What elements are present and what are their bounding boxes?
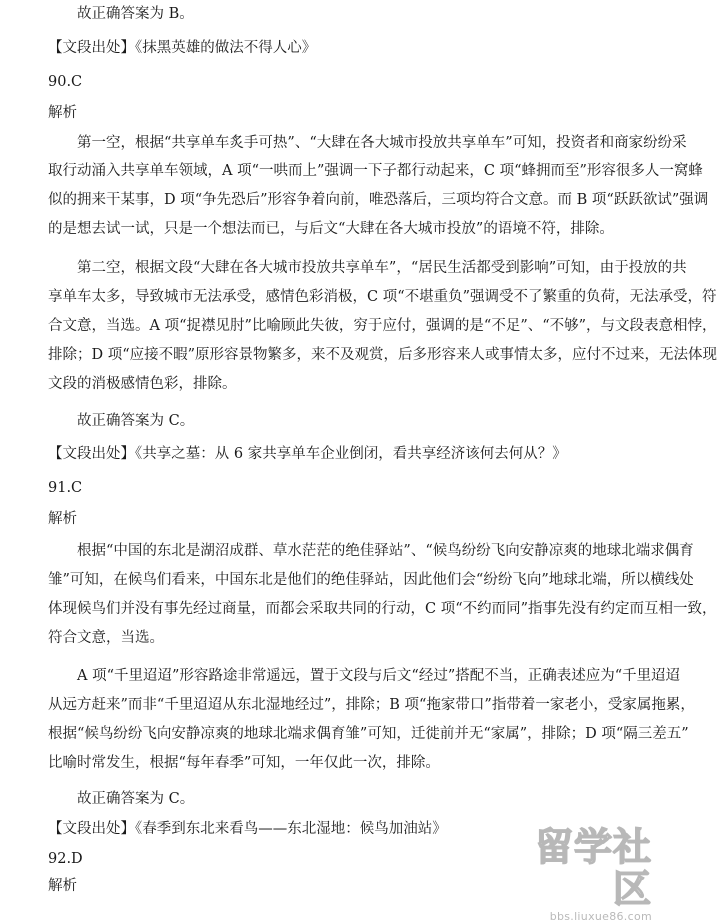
paragraph-line: 雏”可知，在候鸟们看来，中国东北是他们的绝佳驿站，因此他们会“纷纷飞向”地球北端，所以横线处 xyxy=(48,572,694,588)
paragraph-line: 从远方赶来”而非“千里迢迢从东北湿地经过”，排除；B 项“拖家带口”指带着一家老小，受家属拖累， xyxy=(48,697,695,713)
paragraph-line: 排除；D 项“应接不暇”原形容景物繁多，来不及观赏，后多形容来人或事情太多，应付不过来，无法体现 xyxy=(48,347,717,363)
analysis-heading: 解析 xyxy=(48,511,77,527)
source-line: 【文段出处】《共享之墓：从 6 家共享单车企业倒闭，看共享经济该何去何从？》 xyxy=(48,446,567,462)
paragraph-line: 合文意，当选。A 项“捉襟见肘”比喻顾此失彼，穷于应付，强调的是“不足”、“不够”，与文段表意相悖， xyxy=(48,318,717,334)
paragraph-line: 体现候鸟们并没有事先经过商量，而都会采取共同的行动，C 项“不约而同”指事先没有约定而互相一致， xyxy=(48,601,717,617)
analysis-heading: 解析 xyxy=(48,105,77,121)
paragraph-line: 第二空，根据文段“大肆在各大城市投放共享单车”，“居民生活都受到影响”可知，由于投放的共 xyxy=(77,260,687,276)
watermark xyxy=(502,825,652,923)
answer-line: 故正确答案为 C。 xyxy=(77,413,195,429)
answer-line: 故正确答案为 B。 xyxy=(77,6,194,22)
paragraph-line: 根据“中国的东北是湖沼成群、草水茫茫的绝佳驿站”、“候鸟纷纷飞向安静凉爽的地球北端求偶育 xyxy=(77,543,694,559)
paragraph-line: 根据“候鸟纷纷飞向安静凉爽的地球北端求偶育雏”可知，迁徙前并无“家属”，排除；D 项“隔三差五” xyxy=(48,726,689,742)
paragraph-line: 文段的消极感情色彩，排除。 xyxy=(48,376,237,392)
watermark-url: bbs.liuxue86.com xyxy=(549,910,652,923)
question-number: 90.C xyxy=(48,74,83,90)
paragraph-line: 的是想去试一试，只是一个想法而已，与后文“大肆在各大城市投放”的语境不符，排除。 xyxy=(48,221,614,237)
watermark-logo: 留学社区 xyxy=(534,825,652,911)
question-number: 92.D xyxy=(48,851,83,867)
paragraph-line: 似的拥来干某事，D 项“争先恐后”形容争着向前，唯恐落后，三项均符合文意。而 B 项“跃跃欲试”强调 xyxy=(48,192,709,208)
paragraph-line: 取行动涌入共享单车领域，A 项“一哄而上”强调一下子都行动起来，C 项“蜂拥而至”形容很多人一窝蜂 xyxy=(48,163,703,179)
analysis-heading: 解析 xyxy=(48,878,77,894)
answer-line: 故正确答案为 C。 xyxy=(77,791,195,807)
paragraph-line: A 项“千里迢迢”形容路途非常遥远，置于文段与后文“经过”搭配不当，正确表述应为“千里迢迢 xyxy=(77,668,681,684)
question-number: 91.C xyxy=(48,480,83,496)
paragraph-line: 第一空，根据“共享单车炙手可热”、“大肆在各大城市投放共享单车”可知，投资者和商家纷纷采 xyxy=(77,135,687,151)
source-line: 【文段出处】《春季到东北来看鸟——东北湿地：候鸟加油站》 xyxy=(48,821,447,837)
paragraph-line: 享单车太多，导致城市无法承受，感情色彩消极，C 项“不堪重负”强调受不了繁重的负荷，无法承受，符 xyxy=(48,289,717,305)
source-line: 【文段出处】《抹黑英雄的做法不得人心》 xyxy=(48,40,317,56)
paragraph-line: 符合文意，当选。 xyxy=(48,630,164,646)
paragraph-line: 比喻时常发生，根据“每年春季”可知，一年仅此一次，排除。 xyxy=(48,755,440,771)
